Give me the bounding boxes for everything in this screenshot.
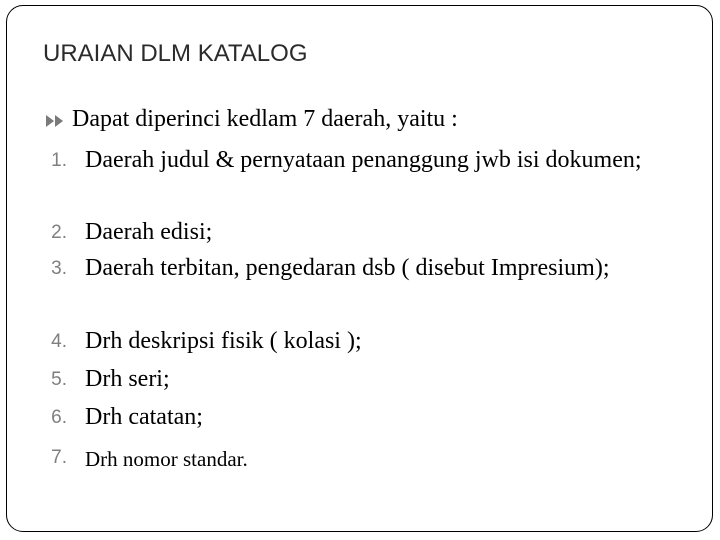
item-number: 5. [51,369,67,390]
item-text: Drh nomor standar. [85,447,248,471]
item-text: Drh deskripsi fisik ( kolasi ); [85,328,362,354]
item-text: Drh catatan; [85,404,203,430]
slide-title: URAIAN DLM KATALOG [43,40,308,67]
item-text: Daerah judul & pernyataan penanggung jwb isi dokumen; [85,147,642,173]
item-number: 6. [51,407,67,428]
item-number: 1. [51,150,67,171]
item-number: 3. [51,258,67,279]
item-number: 2. [51,222,67,243]
item-number: 7. [51,447,67,468]
item-number: 4. [51,331,67,352]
intro-text: Dapat diperinci kedlam 7 daerah, yaitu : [72,106,458,132]
item-text: Daerah edisi; [85,219,213,245]
item-text: Drh seri; [85,366,170,392]
item-text: Daerah terbitan, pengedaran dsb ( disebut Impresium); [85,255,610,281]
